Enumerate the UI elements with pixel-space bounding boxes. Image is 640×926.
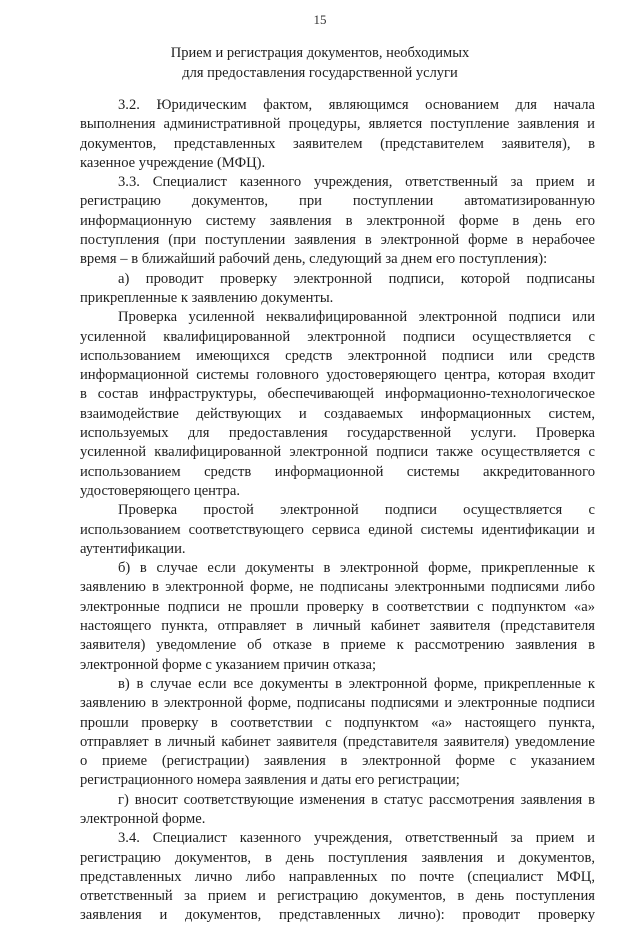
text-line: удостоверяющего центра. <box>80 482 240 499</box>
text-line: казенное учреждение (МФЦ). <box>80 154 266 171</box>
text-line: а) проводит проверку электронной подписи, которой подписаны <box>118 270 595 287</box>
text-line: заявителя) уведомление об отказе в приеме к рассмотрению заявления в <box>80 637 595 654</box>
paragraph <box>80 791 595 830</box>
text-line: в) в случае если все документы в электронной форме, прикрепленные к <box>118 675 595 692</box>
text-line: 3.4. Специалист казенного учреждения, ответственный за прием и <box>118 830 595 847</box>
text-line: настоящего пункта, отправляет в личный кабинет заявителя (представителя <box>80 618 595 635</box>
heading-line: для предоставления государственной услуги <box>182 65 458 81</box>
text-line: использованием средств информационной системы аккредитованного <box>80 463 595 480</box>
text-line: заявлению в электронной форме, подписаны подписями и электронные подписи <box>80 695 595 712</box>
text-line: аутентификации. <box>80 540 186 557</box>
text-line: поступления (при поступлении заявления в электронной форме в нерабочее <box>80 232 595 249</box>
text-line: электронные подписи не прошли проверку в соответствии с подпунктом «а» <box>80 598 595 615</box>
body-text <box>80 96 595 926</box>
text-line: взаимодействие действующих и создаваемых информационных систем, <box>80 405 595 422</box>
text-line: используемых для предоставления государственной услуги. Проверка <box>80 425 595 442</box>
text-line: в состав инфраструктуры, обеспечивающей информационно-технологическое <box>80 386 595 403</box>
text-line: г) вносит соответствующие изменения в статус рассмотрения заявления в <box>118 791 595 808</box>
paragraph <box>80 308 595 501</box>
text-line: время – в ближайший рабочий день, следующий за днем его поступления): <box>80 251 548 268</box>
text-line: выполнения административной процедуры, является поступление заявления и <box>80 116 595 133</box>
page-number: 15 <box>313 12 327 27</box>
text-line: отправляет в личный кабинет заявителя (представителя заявителя) уведомление <box>80 733 595 750</box>
text-line: Проверка усиленной неквалифицированной электронной подписи или <box>118 309 595 326</box>
text-line: регистрационного номера заявления и даты его регистрации; <box>80 772 460 789</box>
paragraph <box>80 675 595 791</box>
text-line: усиленной квалифицированной электронной подписи также осуществляется с <box>80 444 595 461</box>
text-line: использованием имеющихся средств электронной подписи или средств <box>80 347 595 364</box>
text-line: информационной системы головного удостоверяющего центра, которая входит <box>80 367 595 384</box>
text-line: представленных лично либо направленных по почте (специалист МФЦ, <box>80 868 595 885</box>
text-line: заявления и документов, представленных лично): проводит проверку <box>80 907 595 924</box>
text-line: 3.3. Специалист казенного учреждения, ответственный за прием и <box>118 174 595 191</box>
text-line: использованием соответствующего сервиса единой системы идентификации и <box>80 521 595 538</box>
text-line: электронной форме. <box>80 810 206 827</box>
paragraph <box>80 559 595 675</box>
text-line: прикрепленные к заявлению документы. <box>80 289 334 306</box>
text-line: усиленной квалифицированной электронной подписи осуществляется с <box>80 328 595 345</box>
text-line: Проверка простой электронной подписи осуществляется с <box>118 502 595 519</box>
text-line: заявлению в электронной форме, не подписаны электронными подписями либо <box>80 579 595 596</box>
paragraph <box>80 173 595 269</box>
text-line: информационную систему заявления в электронной форме в день его <box>80 212 595 229</box>
text-line: регистрацию документов, в день поступления заявления и документов, <box>80 849 595 866</box>
paragraph <box>80 829 595 925</box>
heading-line: Прием и регистрация документов, необходимых <box>170 45 470 61</box>
text-line: прошли проверку в соответствии с подпунктом «а» настоящего пункта, <box>80 714 595 731</box>
text-line: ответственный за прием и регистрацию документов, в день поступления <box>80 888 595 905</box>
text-line: 3.2. Юридическим фактом, являющимся основанием для начала <box>118 97 595 113</box>
text-line: б) в случае если документы в электронной форме, прикрепленные к <box>118 560 595 577</box>
text-line: регистрацию документов, при поступлении автоматизированную <box>80 193 595 210</box>
paragraph <box>80 270 595 309</box>
paragraph <box>80 96 595 173</box>
section-heading <box>60 43 580 83</box>
paragraph <box>80 501 595 559</box>
text-line: электронной форме с указанием причин отказа; <box>80 656 377 673</box>
text-line: документов, представленных заявителем (представителем заявителя), в <box>80 135 595 152</box>
text-line: о приеме (регистрации) заявления в электронной форме с указанием <box>80 753 595 770</box>
